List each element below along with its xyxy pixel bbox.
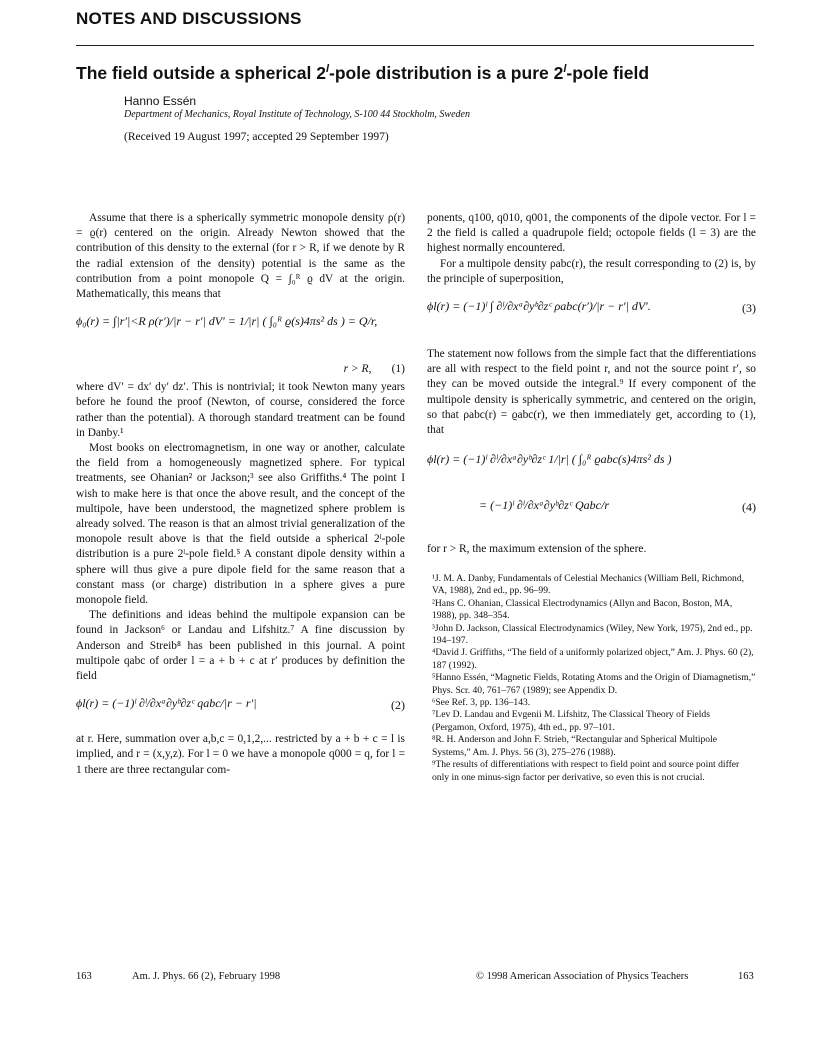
equation-4-line-2: = (−1)ˡ ∂ˡ/∂xᵃ∂yᵇ∂zᶜ Qabc/r — [479, 498, 609, 513]
right-column — [427, 211, 756, 557]
equation-2 — [76, 688, 405, 728]
paragraph: The statement now follows from the simple fact that the differentiations are all with respect to the field point r, and not the source point r′, so they can be moved outside the integral.⁹ If every component of the multipole density is spherically symmetric, and centered on the origin, so that ρabc(r) = ϱabc(r), we then immediately get, according to (1), that — [427, 348, 756, 437]
footnote: ²Hans C. Ohanian, Classical Electrodynamics (Allyn and Bacon, Boston, MA, 1988), pp. 348–354. — [432, 597, 733, 622]
footnote: ⁷Lev D. Landau and Evgenii M. Lifshitz, The Classical Theory of Fields (Pergamon, Oxford, 1975), 4th ed., pp. 97–101. — [432, 709, 710, 733]
equation-1-condition: r > R, (1) — [343, 363, 405, 376]
footnote: ³John D. Jackson, Classical Electrodynamics (Wiley, New York, 1975), 2nd ed., pp. 194–197. — [432, 622, 753, 647]
footnote: ⁹The results of differentiations with respect to field point and source point differ only in one minus-sign factor per derivative, so even this is not crucial. — [432, 759, 740, 783]
paragraph: where dV′ = dx′ dy′ dz′. This is nontrivial; it took Newton many years before he found the proof (Newton, of course, considered the force rather than the potential). A thorough standard treatment can be found in Danby.¹ — [76, 381, 405, 439]
footnote: ⁸R. H. Anderson and John F. Strieb, “Rectangular and Spherical Multipole Systems,” Am. J. Phys. 56 (3), 275–276 (1988). — [432, 734, 718, 758]
received-dates: (Received 19 August 1997; accepted 29 September 1997) — [124, 131, 389, 143]
paragraph: at r. Here, summation over a,b,c = 0,1,2,... restricted by a + b + c = l is implied, and r = (x,y,z). For l = 0 we have a monopole q000 = q, for l = 1 there are three rectangular com- — [76, 733, 405, 776]
equation-4 — [427, 442, 756, 538]
footnotes — [432, 573, 756, 784]
article-title: The field outside a spherical 2$^l$-pole distribution is a pure 2$^l$-pole field — [76, 63, 650, 83]
paragraph: for r > R, the maximum extension of the sphere. — [427, 543, 647, 556]
footnote: ⁴David J. Griffiths, “The field of a uniformly polarized object,” Am. J. Phys. 60 (2), 187 (1992). — [432, 647, 754, 671]
paragraph: For a multipole density ρabc(r), the result corresponding to (2) is, by the principle of superposition, — [427, 257, 756, 285]
equation-3-body: ϕl(r) = (−1)ˡ ∫ ∂ˡ/∂xᵃ∂yᵇ∂zᶜ ρabc(r′)/|r − r′| dV′. — [427, 299, 651, 314]
footer-journal: Am. J. Phys. 66 (2), February 1998 — [132, 971, 281, 982]
paragraph: Assume that there is a spherically symmetric monopole density ρ(r) = ϱ(r) centered on the origin. Already Newton showed that the contribution of this density to the external (for r > R, if we denote by R the radial extension of the density) potential is the same as the contribution from a point monopole Q = ∫₀ᴿ ϱ dV at the origin. Mathematically, this means that — [76, 212, 405, 301]
footer-page-right: 163 — [738, 971, 754, 982]
paragraph: The definitions and ideas behind the multipole expansion can be found in Jackson⁶ or Landau and Lifshitz.⁷ A fine discussion by Anderson and Streib⁸ has been published in this journal. A point multipole qabc of order l = a + b + c at r′ produces by definition the field — [76, 609, 405, 683]
footer-page-left: 163 — [76, 971, 92, 982]
equation-1-body: ϕ₀(r) = ∫|r′|<R ρ(r′)/|r − r′| dV′ = 1/|r| ( ∫₀ᴿ ϱ(s)4πs² ds ) = Q/r, — [76, 314, 378, 329]
equation-1-number: (1) — [391, 363, 405, 376]
footnote: ¹J. M. A. Danby, Fundamentals of Celestial Mechanics (William Bell, Richmond, VA, 1988), 2nd ed., pp. 96–99. — [432, 573, 745, 597]
left-column — [76, 211, 405, 778]
equation-3-number: (3) — [742, 301, 756, 316]
footnote: ⁶See Ref. 3, pp. 136–143. — [432, 697, 531, 709]
equation-2-body: ϕl(r) = (−1)ˡ ∂ˡ/∂xᵃ∂yᵇ∂zᶜ qabc/|r − r′| — [76, 696, 257, 711]
paragraph: ponents, q100, q010, q001, the components of the dipole vector. For l = 2 the field is called a quadrupole field; octopole fields (l = 3) are the highest normally encountered. — [427, 212, 756, 255]
author-name: Hanno Essén — [124, 94, 197, 108]
equation-4-line-1: ϕl(r) = (−1)ˡ ∂ˡ/∂xᵃ∂yᵇ∂zᶜ 1/|r| ( ∫₀ᴿ ϱabc(s)4πs² ds ) — [427, 452, 672, 467]
equation-1 — [76, 306, 405, 358]
author-affiliation: Department of Mechanics, Royal Institute of Technology, S-100 44 Stockholm, Sweden — [124, 109, 470, 120]
section-heading: NOTES AND DISCUSSIONS — [76, 9, 302, 28]
equation-4-number: (4) — [742, 500, 756, 515]
footer-copyright: © 1998 American Association of Physics Teachers — [476, 971, 689, 982]
equation-2-number: (2) — [391, 698, 405, 713]
paragraph: Most books on electromagnetism, in one way or another, calculate the field from a homogeneously magnetized sphere. For typical treatments, see Ohanian² or Jackson;³ see also Griffiths.⁴ The point I wish to make here is that once the above result, and the concept of the multipole, have been understood, the magnetized sphere problem is already solved. The reason is that an almost trivial generalization of the monopole result above is that the field outside a spherical 2ˡ-pole distribution is a pure 2ˡ-pole field.⁵ A constant dipole density within a sphere will thus give a pure dipole field for the same reason that a constant mass (or charge) distribution in a sphere gives a pure monopole field. — [76, 442, 405, 607]
equation-3 — [427, 291, 756, 343]
header-rule — [76, 45, 754, 46]
footnote: ⁵Hanno Essén, “Magnetic Fields, Rotating Atoms and the Origin of Diamagnetism,” Phys. Scr. 40, 761–767 (1989); see Appendix D. — [432, 672, 756, 696]
